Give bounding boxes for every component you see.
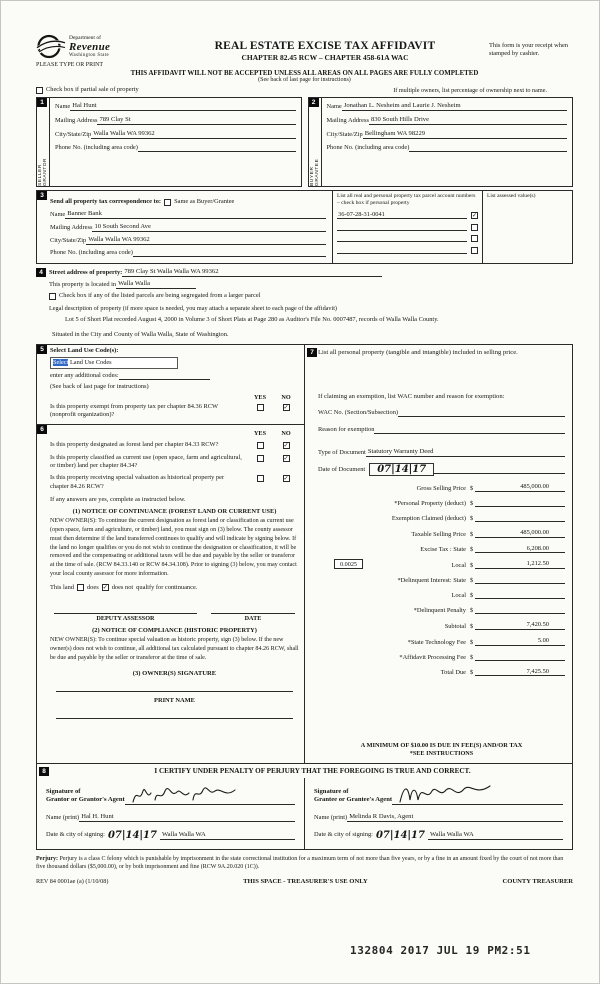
delinquent-penalty-row — [318, 606, 565, 614]
grantee-signature-block — [304, 778, 572, 849]
assessed-value-field[interactable] — [487, 221, 568, 232]
section-4 — [36, 268, 573, 338]
certify-statement: I CERTIFY UNDER PENALTY OF PERJURY THAT THE FOREGOING IS TRUE AND CORRECT. — [154, 767, 471, 776]
see-back-instructions: (See back of last page for instructions) — [50, 382, 149, 390]
total-due-row — [318, 668, 565, 677]
total-due-value[interactable]: 7,425.50 — [475, 668, 565, 677]
local-rate-box: 0.0025 — [334, 559, 363, 569]
buyer-csz-label: City/State/Zip — [326, 130, 363, 138]
street-address-field[interactable]: 789 Clay St Walla Walla WA 99362 — [122, 268, 382, 277]
section-6 — [37, 425, 304, 762]
rev-form-code: REV 84 0001ae (a) (1/10/08) — [36, 878, 109, 886]
personal-property-blank-area[interactable] — [318, 357, 565, 393]
print-name-label: PRINT NAME — [154, 696, 195, 704]
subtotal-row — [318, 621, 565, 630]
deputy-assessor-label: DEPUTY ASSESSOR — [96, 615, 155, 623]
notice-continuance-body: NEW OWNER(S): To continue the current designation as forest land or classification as current use (open space, farm and agriculture, or timber) land, you must sign on (3) below. The county assessor must then determine if the land transferred continues to qualify and will indicate by signing below. If the land no longer qualifies or you do not wish to continue the designation or classification, it will be removed and the compensating or additional taxes will be due and payable by the seller or transferor at the time of sale. (RCW 84.33.140 or RCW 84.34.108). Prior to signing (3) below, you may contact your local county assessor for more information. — [50, 518, 297, 578]
delinquent-interest-state-value[interactable] — [475, 576, 565, 584]
this-land-label: This land — [50, 583, 74, 591]
dollar-sign: $ — [470, 638, 474, 646]
treasurer-space-label: THIS SPACE - TREASURER'S USE ONLY — [243, 878, 368, 886]
assessed-value-field[interactable] — [487, 231, 568, 242]
buyer-mailing-label: Mailing Address — [326, 116, 369, 124]
grantee-date-field[interactable]: 07|14|17 — [375, 829, 425, 841]
wac-row — [318, 409, 565, 417]
dollar-sign: $ — [470, 515, 474, 523]
historic-no-checkbox[interactable]: ✓ — [283, 476, 289, 483]
parcel-personal-checkbox[interactable]: ✓ — [472, 213, 478, 220]
field-row — [49, 268, 573, 277]
section-3-badge: 3 — [37, 191, 47, 200]
seller-csz-label: City/State/Zip — [55, 130, 92, 138]
delinquent-penalty-value[interactable] — [475, 606, 565, 614]
receipt-note: This form is your receipt when stamped by cashier. — [489, 42, 568, 58]
grantee-name-field[interactable]: Melinda R Davis, Agent — [347, 813, 563, 822]
seller-side-label: SELLER — [38, 164, 43, 186]
forest-land-question-row — [50, 441, 299, 449]
notice-continuance-title: (1) NOTICE OF CONTINUANCE (FOREST LAND OR CURRENT USE) — [72, 508, 277, 516]
segregated-label: Check box if any of the listed parcels are being segregated from a larger parcel — [59, 291, 261, 299]
parcel-number-field[interactable] — [337, 241, 467, 242]
yes-label: YES — [253, 393, 267, 401]
personal-property-label: List all personal property (tangible and intangible) included in selling price. — [318, 348, 518, 356]
if-yes-note: If any answers are yes, complete as instructed below. — [50, 496, 186, 504]
dollar-sign: $ — [470, 592, 474, 600]
logo-state-text: Washington State — [69, 53, 109, 58]
money-label: Excise Tax : State — [420, 546, 466, 554]
correspondence-phone-label: Phone No. (including area code) — [50, 248, 133, 256]
owners-signature-title: (3) OWNER(S) SIGNATURE — [132, 669, 217, 677]
buyer-side-label: BUYER — [309, 166, 315, 186]
grantor-side-label: GRANTOR — [43, 157, 48, 186]
exemption-intro: If claiming an exemption, list WAC number and reason for exemption: — [318, 393, 505, 400]
notice-compliance-body: NEW OWNER(S): To continue special valuation as historic property, sign (3) below. If the new owner(s) does not wish to continue, all additional tax calculated pursuant to chapter 84.26 RCW, shall be due and payable by the seller or transferor at the time of sale. — [50, 637, 299, 662]
grantor-date-label: Date & city of signing: — [46, 831, 105, 839]
current-use-question-row — [50, 454, 299, 471]
see-instructions-note: *SEE INSTRUCTIONS — [409, 749, 474, 757]
field-row — [55, 102, 296, 111]
forest-no-checkbox[interactable]: ✓ — [283, 443, 289, 450]
parcel-row — [337, 235, 478, 242]
please-type-label: PLEASE TYPE OR PRINT — [36, 62, 104, 68]
additional-codes-field[interactable] — [119, 379, 210, 380]
field-row — [327, 130, 568, 139]
no-label: NO — [281, 393, 291, 401]
same-as-buyer-checkbox[interactable] — [164, 199, 171, 206]
dollar-sign: $ — [470, 607, 474, 615]
buyer-csz-field[interactable]: Bellingham WA 98229 — [363, 130, 567, 139]
yes-no-header — [50, 430, 299, 437]
dollar-sign: $ — [470, 669, 474, 677]
yes-label: YES — [253, 430, 267, 438]
field-row — [327, 144, 568, 152]
buyer-side-strip — [309, 98, 322, 186]
dollar-sign: $ — [470, 500, 474, 508]
money-label: *Personal Property (deduct) — [394, 500, 466, 508]
exemption-claimed-value[interactable] — [475, 514, 565, 522]
segregated-checkbox[interactable] — [49, 293, 56, 300]
excise-tax-state-row — [318, 545, 565, 554]
grantor-sig-label-2: Grantor or Grantor's Agent — [46, 796, 125, 804]
affidavit-processing-fee-value[interactable] — [475, 653, 565, 661]
field-row — [50, 223, 326, 232]
correspondence-csz-field[interactable]: Walla Walla WA 99362 — [86, 236, 326, 245]
grantor-signature — [129, 783, 241, 807]
buyer-grantee-box — [308, 97, 574, 187]
buyer-phone-field[interactable] — [409, 151, 567, 152]
money-section — [318, 476, 565, 676]
section-4-badge: 4 — [36, 268, 46, 277]
section-6-badge: 6 — [37, 425, 47, 434]
seller-grantor-box — [36, 97, 302, 187]
qualify-row — [50, 584, 299, 592]
parties-row — [36, 97, 573, 187]
grantee-name-row — [314, 813, 563, 822]
historic-question: Is this property receiving special valuation as historical property per chapter 84.26 RCW? — [50, 474, 225, 490]
exemption-claimed-row — [318, 514, 565, 522]
grantee-city-field[interactable]: Walla Walla WA — [428, 831, 563, 840]
correspondence-name-label: Name — [50, 210, 66, 218]
grantee-signature-field[interactable] — [392, 783, 563, 805]
grantee-sig-label-2: Grantee or Grantee's Agent — [314, 796, 393, 804]
section-3 — [36, 190, 573, 264]
gross-selling-price-row — [318, 483, 565, 492]
deputy-date-label: DATE — [244, 615, 262, 623]
excise-tax-state-value[interactable]: 6,208.00 — [475, 545, 565, 554]
legal-description-label: Legal description of property (if more space is needed, you may attach a separate sheet to each page of the affidavit) — [49, 304, 337, 312]
warning-line: THIS AFFIDAVIT WILL NOT BE ACCEPTED UNLESS ALL AREAS ON ALL PAGES ARE FULLY COMPLETED — [130, 70, 479, 77]
section-7-badge: 7 — [307, 348, 317, 357]
located-in-label: This property is located in — [49, 280, 117, 288]
assessed-value-field[interactable] — [487, 210, 568, 221]
deputy-assessor-row — [50, 606, 299, 623]
wac-field[interactable] — [398, 416, 565, 417]
field-row — [327, 102, 568, 111]
seller-csz-field[interactable]: Walla Walla WA 99362 — [91, 130, 295, 139]
document-date-field[interactable]: 07|14|17 — [369, 463, 434, 477]
parcel-personal-checkbox[interactable] — [471, 224, 478, 231]
seller-name-label: Name — [55, 102, 71, 110]
revenue-swoosh-icon — [36, 33, 66, 60]
section-1-badge: 1 — [37, 98, 47, 107]
state-technology-fee-row — [318, 637, 565, 646]
additional-codes-label: enter any additional codes: — [50, 371, 119, 379]
exempt-yes-checkbox[interactable] — [257, 404, 264, 411]
partial-sale-row — [36, 86, 573, 94]
correspondence-phone-field[interactable] — [133, 256, 326, 257]
additional-codes-row — [50, 372, 210, 380]
form-subtitle: CHAPTER 82.45 RCW – CHAPTER 458-61A WAC — [241, 53, 409, 62]
correspondence-mailing-label: Mailing Address — [50, 223, 93, 231]
section-7 — [305, 345, 572, 763]
reason-field[interactable] — [374, 433, 565, 434]
money-label: *Delinquent Penalty — [413, 607, 466, 615]
money-label: Total Due — [440, 669, 466, 677]
field-row — [49, 280, 573, 289]
exempt-question: Is this property exempt from property tax per chapter 84.36 RCW (nonprofit organization)? — [50, 402, 218, 419]
legal-description-value[interactable]: Lot 5 of Short Plat recorded August 4, 2000 in Volume 3 of Short Plats at Page 280 as Auditor's File No. 0007487, records of Walla Walla County. — [65, 315, 439, 323]
minimum-due-note: A MINIMUM OF $10.00 IS DUE IN FEE(S) AND/OR TAX — [360, 741, 523, 749]
county-treasurer-label: COUNTY TREASURER — [502, 878, 573, 886]
dollar-sign: $ — [470, 485, 474, 493]
seller-mailing-label: Mailing Address — [55, 116, 98, 124]
header — [36, 33, 573, 68]
buyer-name-label: Name — [326, 102, 342, 110]
excise-tax-local-row — [318, 560, 565, 569]
footer-row — [36, 878, 573, 885]
gross-selling-price-value[interactable]: 485,000.00 — [475, 483, 565, 492]
buyer-phone-label: Phone No. (including area code) — [326, 143, 410, 151]
document-type-label: Type of Document — [318, 448, 366, 456]
grantor-signature-field[interactable] — [125, 783, 295, 805]
grantee-signature-row — [314, 783, 563, 805]
grantor-signature-row — [46, 783, 295, 805]
assessed-values-header: List assessed value(s) — [487, 193, 536, 199]
state-technology-fee-value[interactable]: 5.00 — [475, 637, 565, 646]
dropdown-selected-text: Select — [53, 359, 69, 367]
parcel-number-field[interactable] — [337, 253, 467, 254]
buyer-mailing-field[interactable]: 830 South Hills Drive — [369, 116, 567, 125]
money-label: *Affidavit Processing Fee — [399, 653, 466, 661]
section-2-badge: 2 — [309, 98, 319, 107]
main-columns — [36, 344, 573, 764]
grantor-date-field[interactable]: 07|14|17 — [107, 829, 157, 841]
grantee-signature — [396, 781, 500, 807]
land-use-label: Select Land Use Code(s): — [50, 346, 119, 354]
grantor-date-row — [46, 830, 295, 841]
dollar-sign: $ — [470, 530, 474, 538]
field-row — [55, 144, 296, 152]
grantee-side-label: GRANTEE — [314, 158, 320, 186]
located-in-field[interactable]: Walla Walla — [116, 280, 196, 289]
delinquent-interest-local-value[interactable] — [475, 591, 565, 599]
qualify-label: qualify for continuance. — [136, 583, 198, 591]
does-not-qualify-checkbox[interactable]: ✓ — [102, 585, 108, 592]
deputy-assessor-signature-line[interactable] — [54, 606, 197, 614]
personal-property-deduct-row — [318, 499, 565, 507]
section-8-badge: 8 — [39, 767, 49, 776]
grantor-name-label: Name (print) — [46, 813, 80, 821]
reason-label: Reason for exemption — [318, 426, 375, 433]
yes-no-header — [50, 394, 299, 401]
seller-phone-field[interactable] — [138, 151, 296, 152]
delinquent-interest-local-row — [318, 591, 565, 599]
document-date-row — [318, 463, 565, 477]
seller-side-strip — [37, 98, 50, 186]
parcel-row — [337, 247, 478, 254]
treasurer-date-stamp: 132804 2017 JUL 19 PM2:51 — [350, 944, 531, 957]
wac-label: WAC No. (Section/Subsection) — [318, 409, 399, 416]
subtotal-value[interactable]: 7,420.50 — [475, 621, 565, 630]
current-use-question: Is this property classified as current use (open space, farm and agricultural, or timber) land per chapter 84.34? — [50, 453, 242, 470]
does-qualify-checkbox[interactable] — [77, 584, 84, 591]
parcel-number-field[interactable]: 36-07-28-31-0041 — [337, 211, 467, 219]
perjury-label: Perjury: — [36, 855, 58, 862]
field-row — [50, 210, 326, 219]
reason-row — [318, 426, 565, 434]
personal-property-deduct-value[interactable] — [475, 499, 565, 507]
segregated-row — [49, 292, 573, 300]
money-label: Exemption Claimed (deduct) — [391, 515, 466, 523]
parcel-personal-checkbox[interactable] — [471, 235, 478, 242]
does-not-label: does not — [111, 583, 134, 591]
correspondence-name-field[interactable]: Banner Bank — [65, 210, 326, 219]
print-name-line[interactable] — [56, 710, 293, 719]
perjury-body: Perjury is a class C felony which is punishable by imprisonment in the state correctional institution for a maximum term of not more than five years, or by a fine in an amount fixed by the court of not more than five thousand dollars ($5,000.00), or by both imprisonment and fine (RCW 9A.20.020 (1C)). — [36, 855, 564, 871]
logo-revenue-text: Revenue — [69, 41, 111, 53]
grantee-name-label: Name (print) — [314, 813, 348, 821]
taxable-selling-price-row — [318, 529, 565, 538]
dollar-sign: $ — [470, 577, 474, 585]
dollar-sign: $ — [470, 653, 474, 661]
same-as-buyer-label: Same as Buyer/Grantee — [174, 198, 235, 205]
current-use-yes-checkbox[interactable] — [257, 455, 264, 462]
historic-yes-checkbox[interactable] — [257, 475, 264, 482]
grantor-city-field[interactable]: Walla Walla WA — [160, 831, 295, 840]
affidavit-processing-fee-row — [318, 653, 565, 661]
grantor-name-field[interactable]: Hal H. Hunt — [79, 813, 295, 822]
land-use-dropdown[interactable] — [50, 357, 178, 369]
money-label: Subtotal — [444, 622, 466, 630]
notice-compliance-title: (2) NOTICE OF COMPLIANCE (HISTORIC PROPERTY) — [92, 627, 257, 635]
forest-land-question: Is this property designated as forest land per chapter 84.33 RCW? — [50, 441, 219, 449]
parcel-personal-checkbox[interactable] — [471, 247, 478, 254]
current-use-no-checkbox[interactable]: ✓ — [283, 455, 289, 462]
multiple-owners-note: If multiple owners, list percentage of ownership next to name. — [393, 86, 547, 94]
exempt-no-checkbox[interactable]: ✓ — [283, 404, 289, 411]
document-date-label: Date of Document — [318, 465, 366, 473]
field-row — [50, 249, 326, 257]
money-label: Local — [451, 592, 466, 600]
form-title: REAL ESTATE EXCISE TAX AFFIDAVIT — [214, 40, 436, 52]
exempt-question-row — [50, 403, 299, 420]
perjury-note — [36, 855, 573, 872]
money-label: Gross Selling Price — [416, 485, 466, 493]
document-date-line — [434, 466, 565, 474]
money-label: Taxable Selling Price — [411, 530, 466, 538]
field-row — [55, 130, 296, 139]
logo-dept-text: Department of — [69, 35, 101, 41]
dropdown-text: Land Use Codes — [68, 359, 112, 367]
seller-mailing-field[interactable]: 789 Clay St — [97, 116, 295, 125]
section-5 — [37, 345, 304, 426]
parcel-row — [337, 211, 478, 219]
delinquent-interest-state-row — [318, 576, 565, 584]
excise-tax-local-value[interactable]: 1,212.50 — [475, 560, 565, 569]
grantee-date-row — [314, 830, 563, 841]
owners-signature-line[interactable] — [56, 683, 293, 692]
correspondence-row — [50, 198, 326, 206]
buyer-name-field[interactable]: Jonathan L. Nesheim and Laurie J. Nesheim — [342, 102, 567, 111]
correspondence-mailing-field[interactable]: 10 South Second Ave — [92, 223, 326, 232]
grantee-sig-label-1: Signature of — [314, 787, 349, 795]
grantor-sig-label-1: Signature of — [46, 787, 81, 795]
grantor-name-row — [46, 813, 295, 822]
see-back-note: (See back of last page for instructions) — [258, 77, 351, 83]
partial-sale-checkbox[interactable] — [36, 87, 43, 94]
does-label: does — [86, 583, 99, 591]
document-type-field[interactable]: Statutory Warranty Deed — [366, 448, 565, 457]
parcel-row — [337, 224, 478, 231]
money-label: *Delinquent Interest: State — [397, 577, 466, 585]
field-row — [50, 236, 326, 245]
document-type-row — [318, 448, 565, 457]
forest-yes-checkbox[interactable] — [257, 442, 264, 449]
field-row — [55, 116, 296, 125]
historic-question-row — [50, 474, 299, 491]
dollar-sign: $ — [470, 562, 474, 570]
money-label: Local — [451, 562, 466, 570]
seller-phone-label: Phone No. (including area code) — [55, 143, 138, 151]
parcel-numbers-header: List all real and personal property tax parcel account numbers – check box if personal property — [337, 193, 476, 206]
street-address-label: Street address of property: — [49, 268, 123, 276]
deputy-date-line[interactable] — [211, 606, 295, 614]
money-label: *State Technology Fee — [407, 638, 466, 646]
correspondence-csz-label: City/State/Zip — [50, 236, 87, 244]
situated-note: Situated in the City and County of Walla Walla, State of Washington. — [52, 330, 229, 338]
field-row — [327, 116, 568, 125]
section-5-badge: 5 — [37, 345, 47, 354]
seller-name-field[interactable]: Hal Hunt — [70, 102, 295, 111]
taxable-selling-price-value[interactable]: 485,000.00 — [475, 529, 565, 538]
grantor-signature-block — [37, 778, 304, 849]
dor-logo — [36, 33, 161, 60]
partial-sale-label: Check box if partial sale of property — [46, 86, 139, 93]
send-correspondence-label: Send all property tax correspondence to: — [50, 198, 162, 205]
grantee-date-label: Date & city of signing: — [314, 831, 373, 839]
no-label: NO — [281, 430, 291, 438]
section-8 — [36, 764, 573, 850]
parcel-number-field[interactable] — [337, 230, 467, 231]
assessed-value-field[interactable] — [487, 200, 568, 211]
dollar-sign: $ — [470, 622, 474, 630]
dollar-sign: $ — [470, 546, 474, 554]
